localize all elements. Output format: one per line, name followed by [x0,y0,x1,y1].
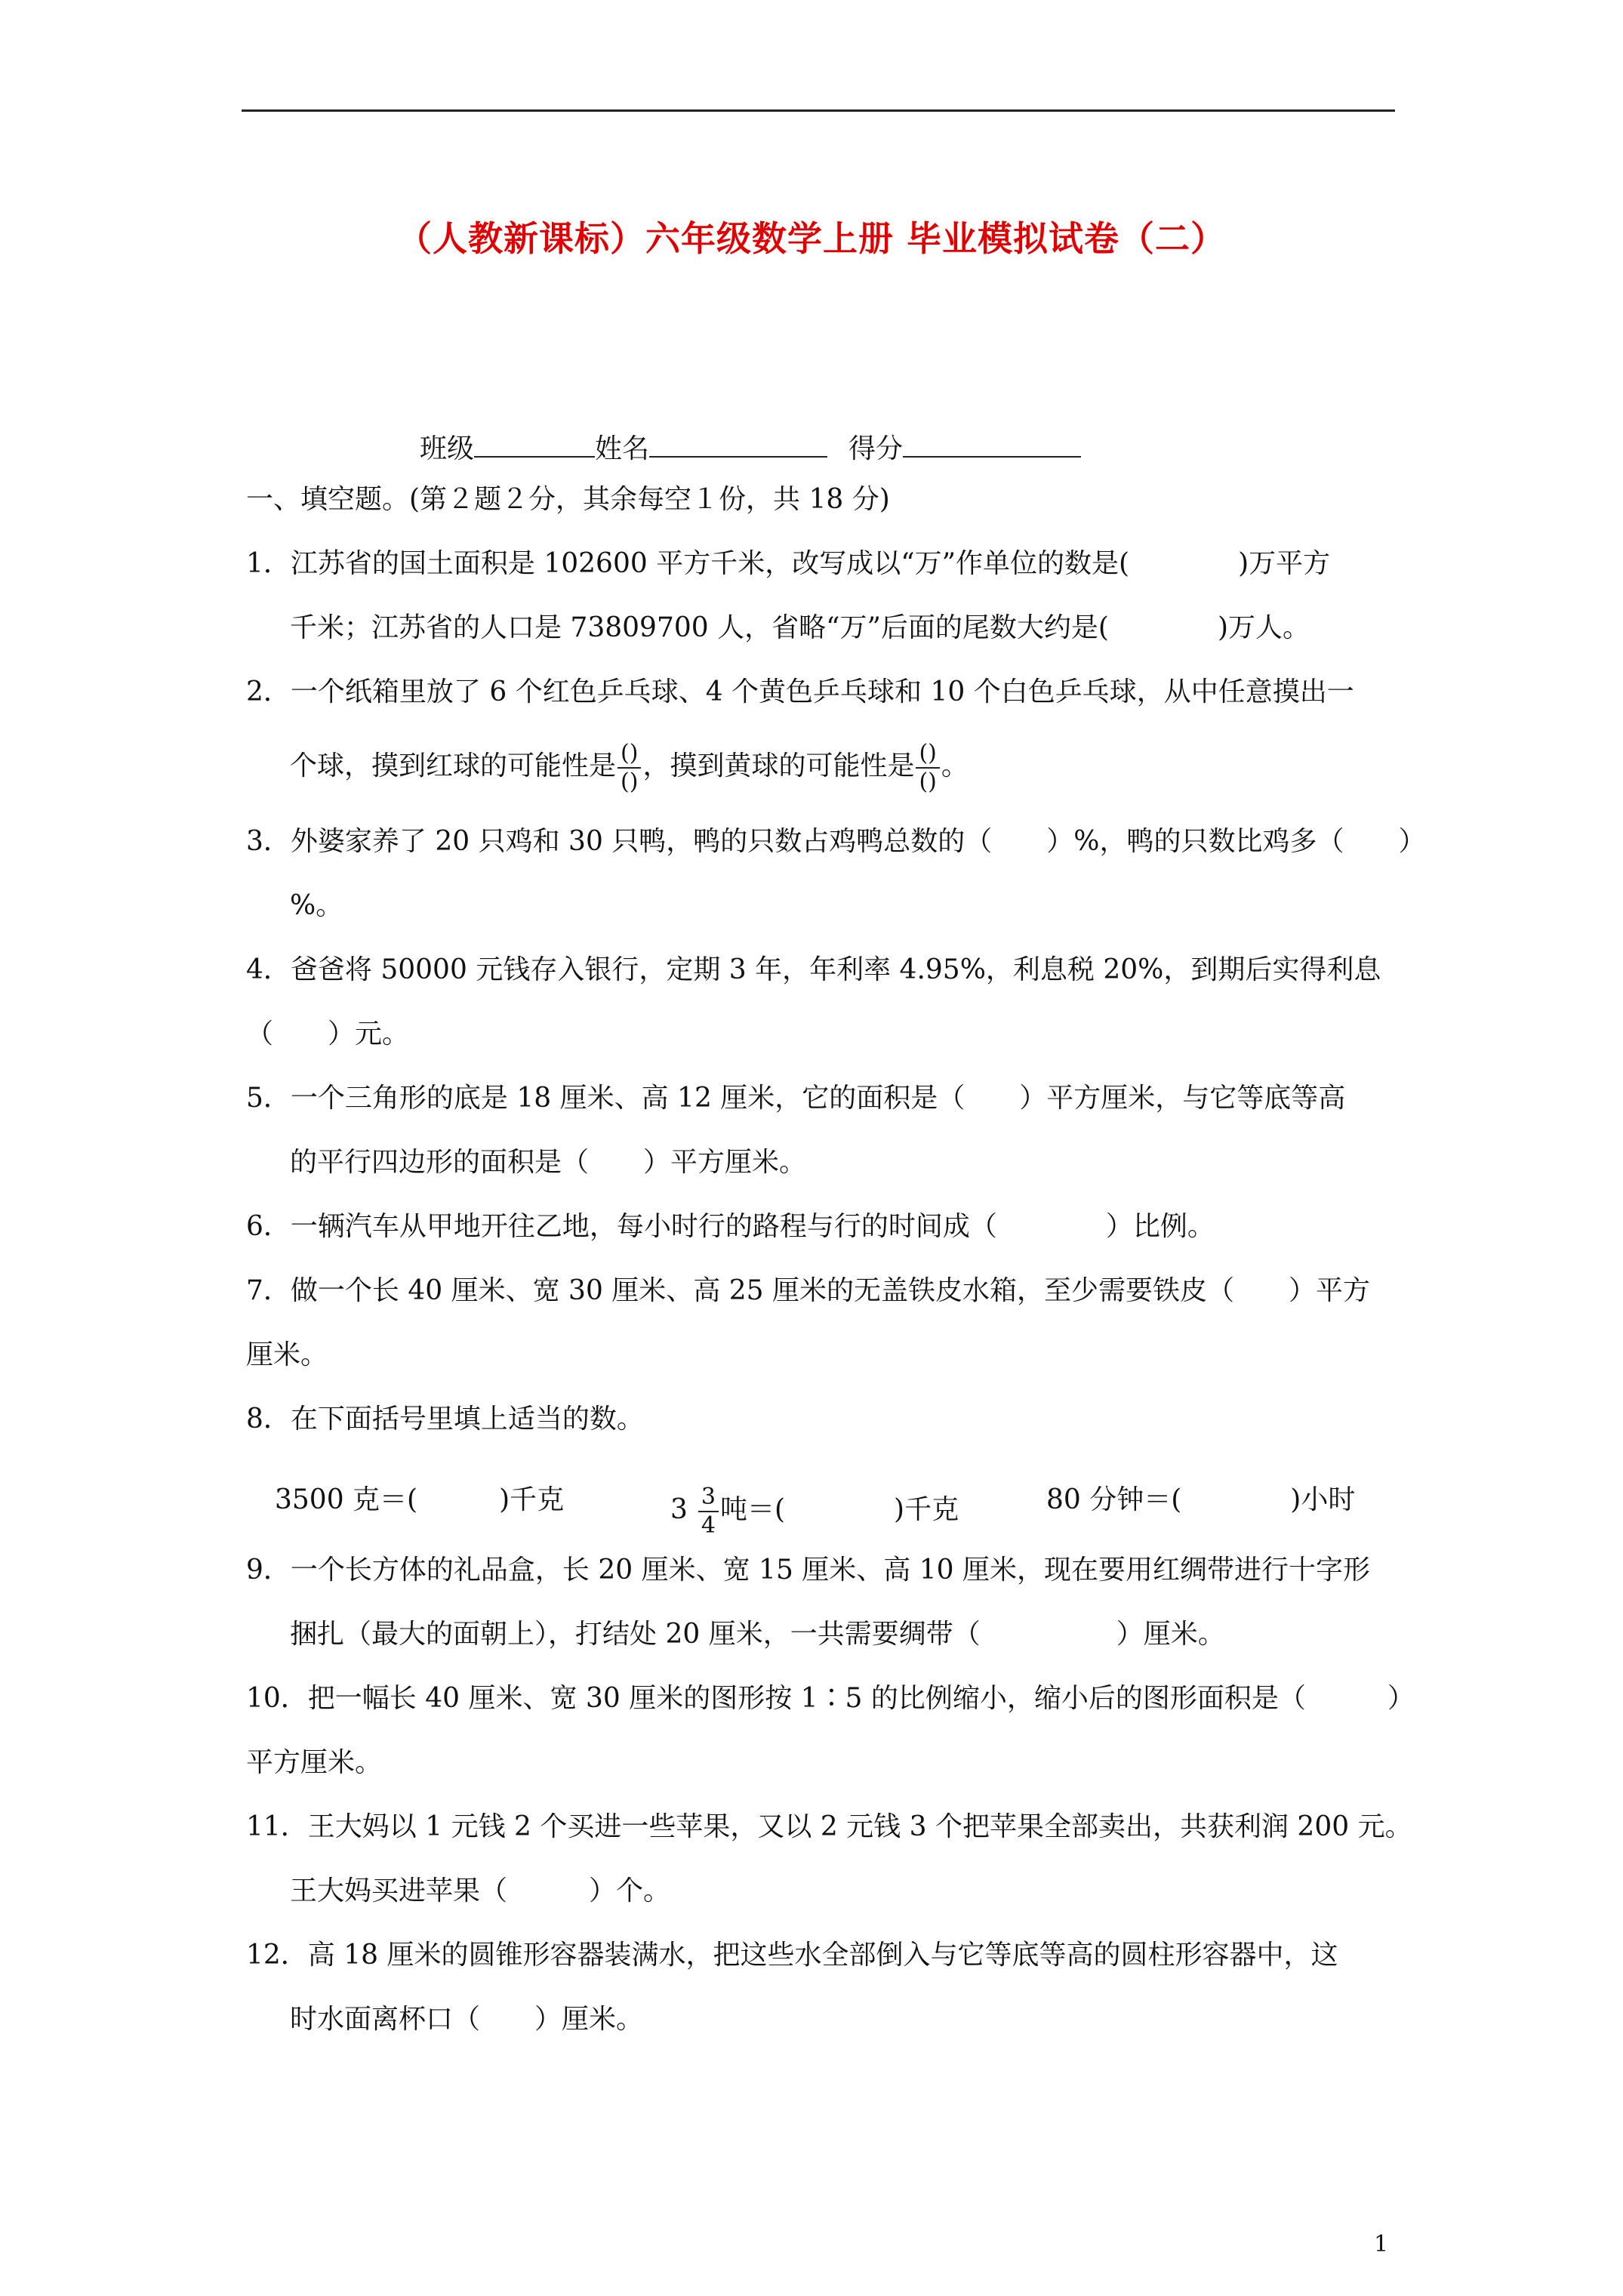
fraction-yellow-numerator[interactable]: () [916,740,939,769]
class-label: 班级 [420,433,475,464]
q4-line1: 4．爸爸将 50000 元钱存入银行，定期 3 年，年利率 4.95%，利息税 20%，到期后实得利息 [246,954,1381,985]
score-label: 得分 [848,433,904,464]
q1-line2: 千米；江苏省的人口是 73809700 人，省略“万”后面的尾数大约是( )万人。 [290,612,1310,643]
fraction-yellow [916,740,939,796]
class-blank[interactable] [474,430,595,458]
q3-line2: %。 [290,890,343,921]
q5-line1: 5．一个三角形的底是 18 厘米、高 12 厘米，它的面积是（ ）平方厘米，与它等底等高 [246,1083,1346,1114]
q11-line2: 王大妈买进苹果（ ）个。 [290,1875,671,1906]
q2-text-a: 个球，摸到红球的可能性是 [290,750,617,781]
page-title: （人教新课标）六年级数学上册 毕业模拟试卷（二） [396,218,1226,259]
header-rule [242,109,1395,112]
q7-line1: 7．做一个长 40 厘米、宽 30 厘米、高 25 厘米的无盖铁皮水箱，至少需要铁皮（ ）平方 [246,1275,1370,1306]
q8-line1: 8．在下面括号里填上适当的数。 [246,1404,644,1435]
q2-text-c: 。 [941,750,969,781]
section-heading: 一、填空题。(第２题２分，其余每空１份，共 18 分) [246,484,890,515]
q7-line2: 厘米。 [246,1339,328,1370]
q8-item-b-rest: 吨＝( )千克 [720,1494,959,1525]
fraction-red-denominator[interactable]: () [621,769,639,795]
q8-item-c: 80 分钟＝( )小时 [1046,1484,1356,1515]
q8-fraction [698,1484,719,1539]
name-blank[interactable] [649,430,827,458]
q10-line2: 平方厘米。 [246,1747,383,1778]
q11-line1: 11．王大妈以 1 元钱 2 个买进一些苹果，又以 2 元钱 3 个把苹果全部卖出，共获利润 200 元。 [246,1811,1412,1842]
q8-item-b [670,1484,959,1539]
student-info-row [420,430,1081,466]
q8-item-a: 3500 克＝( )千克 [275,1484,565,1515]
page-number: 1 [1374,2231,1389,2257]
q3-line1: 3．外婆家养了 20 只鸡和 30 只鸭，鸭的只数占鸡鸭总数的（ ）%，鸭的只数比鸡多（ ） [246,826,1426,857]
q12-line2: 时水面离杯口（ ）厘米。 [290,2004,644,2035]
name-label: 姓名 [595,433,650,464]
q9-line1: 9．一个长方体的礼品盒，长 20 厘米、宽 15 厘米、高 10 厘米，现在要用红绸带进行十字形 [246,1555,1370,1586]
fraction-yellow-denominator[interactable]: () [919,769,937,795]
q2-line1: 2．一个纸箱里放了 6 个红色乒乓球、4 个黄色乒乓球和 10 个白色乒乓球，从中任意摸出一 [246,676,1354,707]
fraction-red [617,740,641,796]
q5-line2: 的平行四边形的面积是（ ）平方厘米。 [290,1147,807,1178]
q8-mixed-whole: 3 [670,1494,688,1525]
q12-line1: 12．高 18 厘米的圆锥形容器装满水，把这些水全部倒入与它等底等高的圆柱形容器中，这 [246,1940,1338,1971]
q2-line2 [290,740,969,796]
q9-line2: 捆扎（最大的面朝上），打结处 20 厘米，一共需要绸带（ ）厘米。 [290,1619,1225,1650]
q10-line1: 10．把一幅长 40 厘米、宽 30 厘米的图形按 1∶5 的比例缩小，缩小后的图形面积是（ ） [246,1683,1415,1714]
q8-fraction-numerator: 3 [698,1484,719,1512]
fraction-red-numerator[interactable]: () [617,740,641,769]
q4-line2: （ ）元。 [246,1019,410,1049]
q8-fraction-denominator: 4 [701,1512,716,1539]
q2-text-b: ，摸到黄球的可能性是 [642,750,915,781]
q6-line1: 6．一辆汽车从甲地开往乙地，每小时行的路程与行的时间成（ ）比例。 [246,1211,1215,1242]
score-blank[interactable] [903,430,1081,458]
q1-line1: 1．江苏省的国土面积是 102600 平方千米，改写成以“万”作单位的数是( )万平方 [246,548,1331,579]
